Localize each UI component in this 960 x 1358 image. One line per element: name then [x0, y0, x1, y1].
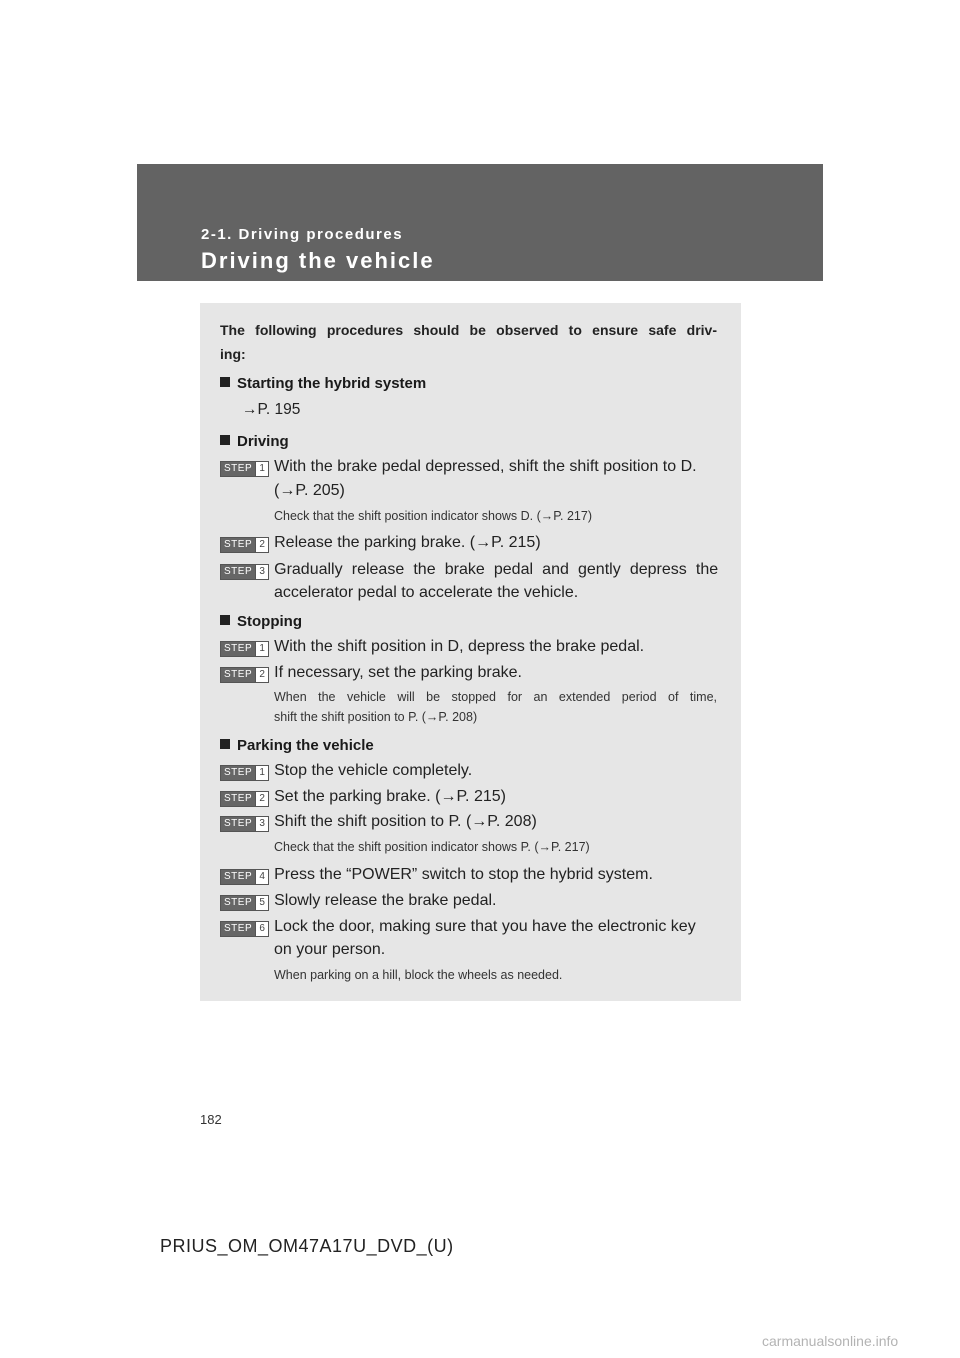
- intro-text-line2: ing:: [220, 346, 246, 362]
- square-bullet-icon: [220, 435, 230, 445]
- parking-step-5: [220, 892, 496, 911]
- step-badge: STEP 2: [220, 791, 269, 807]
- page-reference: →P. 195: [242, 401, 301, 418]
- parking-step-2: [220, 788, 506, 807]
- watermark: carmanualsonline.info: [762, 1333, 899, 1349]
- step-badge: STEP 5: [220, 895, 269, 911]
- step-badge: STEP 2: [220, 537, 269, 553]
- section-label: 2-1. Driving procedures: [201, 226, 404, 243]
- step-note: Check that the shift position indicator shows D. (→P. 217): [274, 509, 592, 523]
- step-note: Check that the shift position indicator shows P. (→P. 217): [274, 840, 590, 854]
- step-text: Set the parking brake. (→P. 215): [274, 788, 506, 805]
- step-badge: STEP 3: [220, 564, 269, 580]
- step-note-line1: When the vehicle will be stopped for an extended period of time,: [274, 690, 717, 704]
- parking-step-6: [220, 918, 696, 937]
- step-text: Gradually release the brake pedal and gently depress the: [274, 561, 719, 578]
- intro-text-line1: The following procedures should be observed to ensure safe driv-: [220, 322, 717, 338]
- step-text: Lock the door, making sure that you have the electronic key: [274, 918, 696, 935]
- heading-label: Stopping: [237, 613, 302, 630]
- heading-label: Starting the hybrid system: [237, 375, 427, 392]
- step-badge: STEP 6: [220, 921, 269, 937]
- step-text: Press the “POWER” switch to stop the hybrid system.: [274, 866, 653, 883]
- driving-step-3: [220, 561, 718, 580]
- step-text-continued: on your person.: [274, 941, 386, 958]
- step-text-continued: (→P. 205): [274, 482, 345, 499]
- document-id: PRIUS_OM_OM47A17U_DVD_(U): [160, 1236, 454, 1256]
- page-title: Driving the vehicle: [201, 248, 435, 273]
- driving-step-1: [220, 458, 697, 477]
- step-badge: STEP 3: [220, 816, 269, 832]
- heading-label: Driving: [237, 433, 289, 450]
- step-text: With the brake pedal depressed, shift the shift position to D.: [274, 458, 697, 475]
- heading-label: Parking the vehicle: [237, 737, 374, 754]
- step-text: Shift the shift position to P. (→P. 208): [274, 813, 537, 830]
- step-text: If necessary, set the parking brake.: [274, 664, 522, 681]
- heading-parking: [220, 737, 374, 754]
- step-badge: STEP 2: [220, 667, 269, 683]
- step-text: Slowly release the brake pedal.: [274, 892, 497, 909]
- step-note-line2: shift the shift position to P. (→P. 208): [274, 710, 478, 724]
- heading-driving: [220, 433, 289, 450]
- step-text-continued: accelerator pedal to accelerate the vehicle.: [274, 584, 579, 601]
- chapter-header: [137, 164, 823, 281]
- step-text: Release the parking brake. (→P. 215): [274, 534, 541, 551]
- stopping-step-1: [220, 638, 644, 657]
- parking-step-1: [220, 762, 472, 781]
- parking-step-3: [220, 813, 537, 832]
- stopping-step-2: [220, 664, 522, 683]
- step-text: Stop the vehicle completely.: [274, 762, 473, 779]
- driving-step-2: [220, 534, 541, 553]
- square-bullet-icon: [220, 377, 230, 387]
- step-text: With the shift position in D, depress the brake pedal.: [274, 638, 645, 655]
- step-badge: STEP 1: [220, 641, 269, 657]
- heading-starting: [220, 375, 426, 392]
- page-number: 182: [200, 1112, 222, 1127]
- step-badge: STEP 4: [220, 869, 269, 885]
- square-bullet-icon: [220, 615, 230, 625]
- procedure-box: [200, 303, 741, 1001]
- square-bullet-icon: [220, 739, 230, 749]
- parking-step-4: [220, 866, 653, 885]
- step-note: When parking on a hill, block the wheels as needed.: [274, 968, 563, 982]
- step-badge: STEP 1: [220, 765, 269, 781]
- heading-stopping: [220, 613, 302, 630]
- step-badge: STEP 1: [220, 461, 269, 477]
